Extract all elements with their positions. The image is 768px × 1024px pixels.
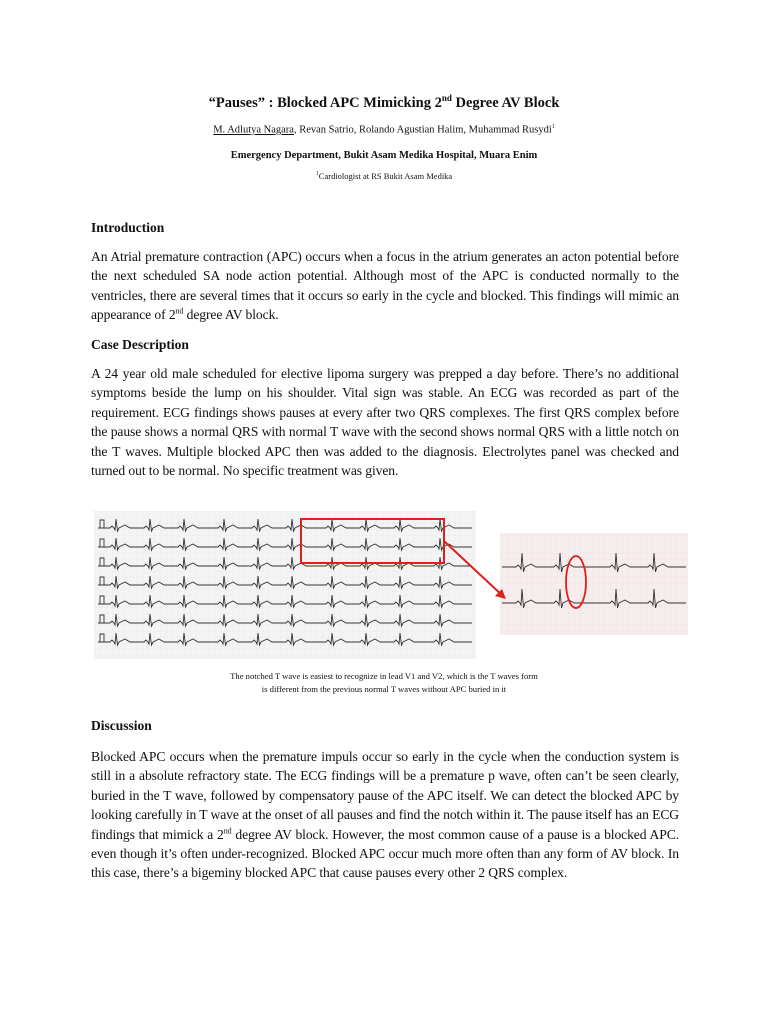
discussion-paragraph <box>91 747 679 883</box>
introduction-text-end: degree AV block. <box>183 307 279 323</box>
discussion-sup: nd <box>223 826 232 836</box>
introduction-text: An Atrial premature contraction (APC) occurs when a focus in the atrium generates an acton potential before the next scheduled SA node action potential. Although most of the APC is conducted normally to the ventricles, there are several times that it occurs so early in the cycle and blocked. This findings will mimic an appearance of 2 <box>91 249 679 323</box>
footnote-sup: 1 <box>315 171 319 178</box>
ecg-figure <box>94 511 688 659</box>
introduction-heading: Introduction <box>91 220 165 235</box>
affiliation: Emergency Department, Bukit Asam Medika Hospital, Muara Enim <box>230 150 538 161</box>
author-list <box>0 124 768 136</box>
first-author: M. Adlutya Nagara <box>213 124 294 136</box>
footnote-affiliation <box>0 171 768 181</box>
figure-caption <box>0 670 768 695</box>
discussion-text: Blocked APC occurs when the premature impuls occur so early in the cycle when the conduction system is still in a absolute refractory state. The ECG findings will be a premature p wave, often can’t be seen clearly, buried in the T wave, followed by compensatory pause of the APC itself. We can detect the blocked APC by looking carefully in T wave at the onset of all pauses and find the notch within it. The pause itself has an ECG findings that mimick a 2 <box>91 749 679 842</box>
discussion-text-end: degree AV block. However, the most common cause of a pause is a blocked APC. even though it’s often under-recognized. Blocked APC occur much more often than any form of AV block. In this case, there’s a bigeminy blocked APC that cause pauses every other 2 QRS complex. <box>91 826 679 881</box>
introduction-paragraph <box>91 247 679 325</box>
case-heading: Case Description <box>91 337 189 352</box>
author-sup: 1 <box>551 124 555 130</box>
caption-line-2: is different from the previous normal T waves without APC buried in it <box>261 683 507 694</box>
other-authors: , Revan Satrio, Rolando Agustian Halim, Muhammad Rusydi <box>293 124 552 136</box>
footnote-text: Cardiologist at RS Bukit Asam Medika <box>318 171 453 181</box>
caption-line-1: The notched T wave is easiest to recognize in lead V1 and V2, which is the T waves form <box>230 671 538 681</box>
title-sup: nd <box>441 93 452 103</box>
paper-title <box>0 93 768 112</box>
title-tail: Degree AV Block <box>451 94 560 111</box>
title-main: “Pauses” : Blocked APC Mimicking 2 <box>208 94 442 111</box>
discussion-heading: Discussion <box>91 718 152 733</box>
introduction-sup: nd <box>175 306 184 316</box>
case-paragraph: A 24 year old male scheduled for elective lipoma surgery was prepped a day before. There’s no additional symptoms beside the lump on his shoulder. Vital sign was stable. An ECG was recorded as part of the requirement. ECG findings shows pauses at every after two QRS complexes. The first QRS complex before the pause shows a normal QRS with normal T wave with the second shows normal QRS with a little notch on the T waves. Multiple blocked APC then was added to the diagnosis. Electrolytes panel was checked and turned out to be normal. No specific treatment was given. <box>91 366 679 479</box>
